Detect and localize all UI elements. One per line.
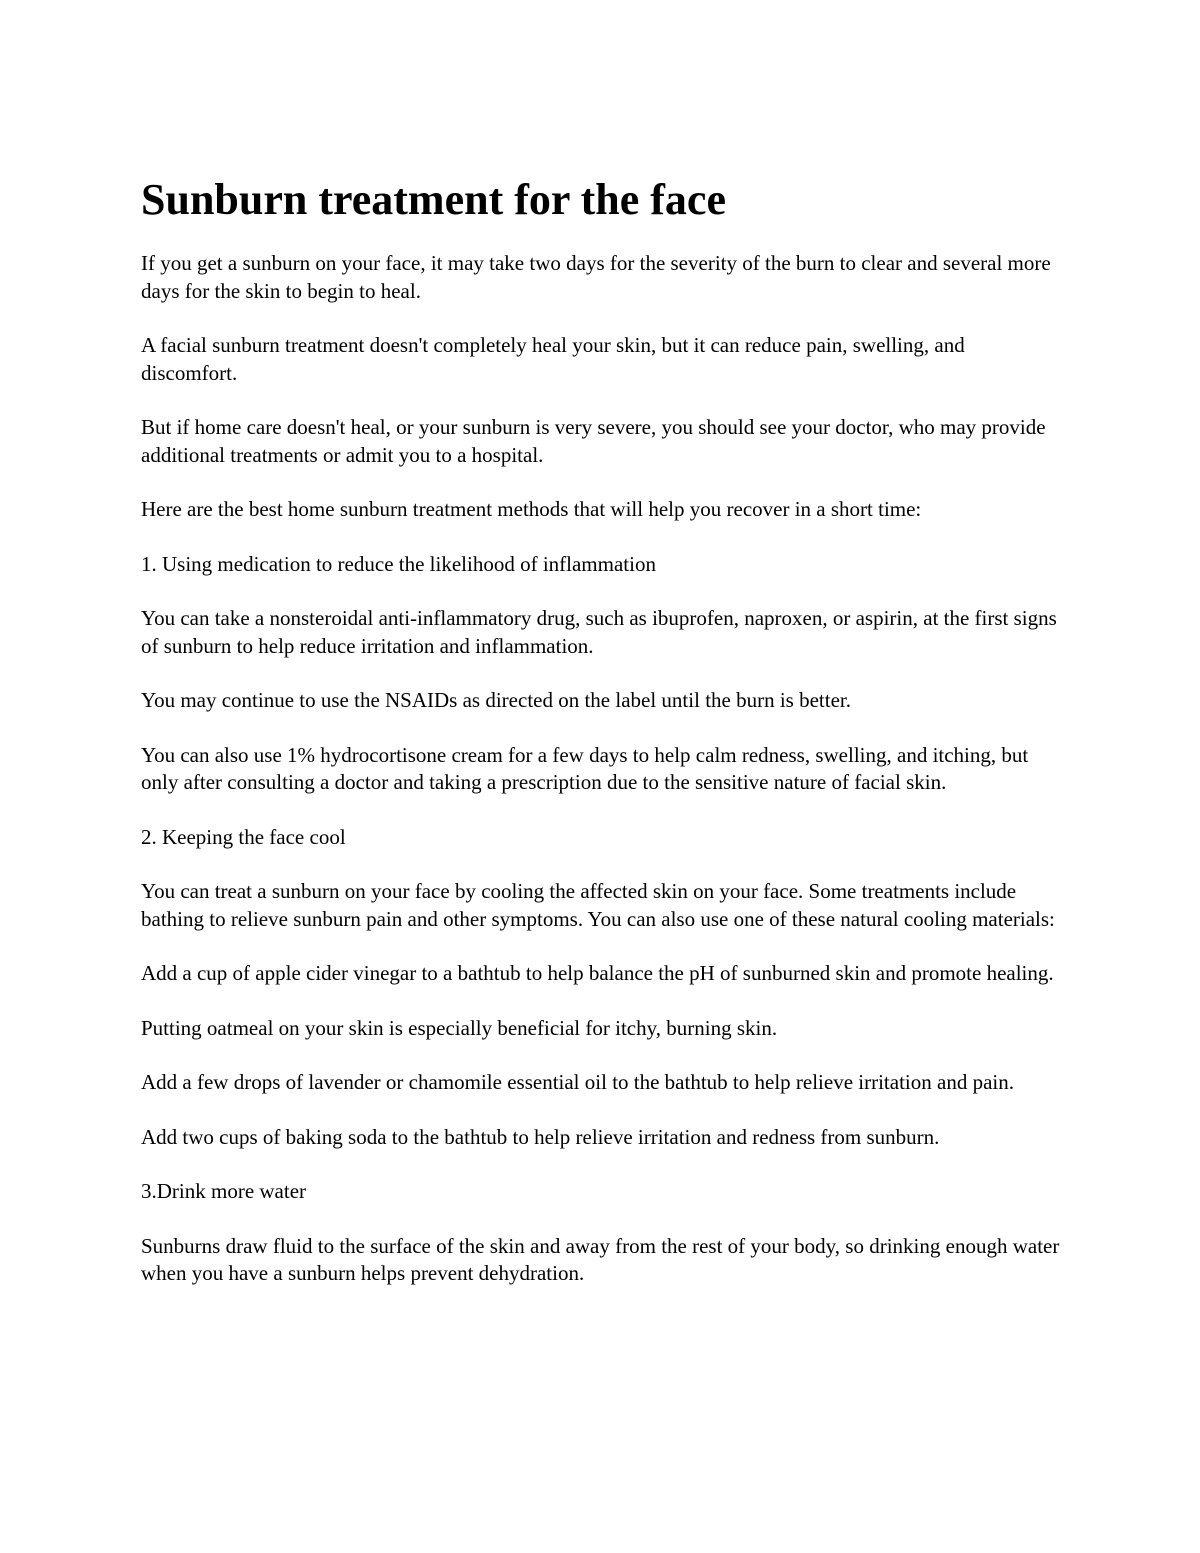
paragraph-cooling: You can treat a sunburn on your face by cooling the affected skin on your face. Some treatments include bathing to relieve sunburn pain and other symptoms. You can also use one of these natural cooling materials: bbox=[141, 879, 1055, 931]
document-title: Sunburn treatment for the face bbox=[141, 175, 726, 224]
paragraph-see-doctor: But if home care doesn't heal, or your sunburn is very severe, you should see your doctor, who may provide additional treatments or admit you to a hospital. bbox=[141, 415, 1046, 467]
document-page bbox=[141, 170, 1061, 1315]
section-heading-medication: 1. Using medication to reduce the likelihood of inflammation bbox=[141, 551, 656, 576]
section-heading-water: 3.Drink more water bbox=[141, 1179, 307, 1203]
paragraph-hydrocortisone: You can also use 1% hydrocortisone cream for a few days to help calm redness, swelling, and itching, but only after consulting a doctor and taking a prescription due to the sensitive nature of facial skin. bbox=[141, 742, 1029, 794]
paragraph-nsaid: You can take a nonsteroidal anti-inflammatory drug, such as ibuprofen, naproxen, or aspirin, at the first signs of sunburn to help reduce irritation and inflammation. bbox=[141, 606, 1057, 658]
paragraph-intro: If you get a sunburn on your face, it may take two days for the severity of the burn to clear and several more days for the skin to begin to heal. bbox=[141, 251, 1051, 303]
paragraph-vinegar: Add a cup of apple cider vinegar to a bathtub to help balance the pH of sunburned skin and promote healing. bbox=[141, 961, 1054, 985]
paragraph-methods-intro: Here are the best home sunburn treatment methods that will help you recover in a short time: bbox=[141, 497, 922, 521]
paragraph-oatmeal: Putting oatmeal on your skin is especially beneficial for itchy, burning skin. bbox=[141, 1015, 778, 1040]
paragraph-essential-oil: Add a few drops of lavender or chamomile essential oil to the bathtub to help relieve irritation and pain. bbox=[141, 1070, 1014, 1094]
paragraph-nsaid-continue: You may continue to use the NSAIDs as directed on the label until the burn is better. bbox=[141, 688, 851, 712]
paragraph-baking-soda: Add two cups of baking soda to the bathtub to help relieve irritation and redness from sunburn. bbox=[141, 1124, 940, 1149]
paragraph-hydration: Sunburns draw fluid to the surface of the skin and away from the rest of your body, so drinking enough water when you have a sunburn helps prevent dehydration. bbox=[141, 1233, 1060, 1285]
paragraph-treatment-note: A facial sunburn treatment doesn't completely heal your skin, but it can reduce pain, swelling, and discomfort. bbox=[141, 333, 965, 385]
section-heading-cool: 2. Keeping the face cool bbox=[141, 824, 346, 849]
